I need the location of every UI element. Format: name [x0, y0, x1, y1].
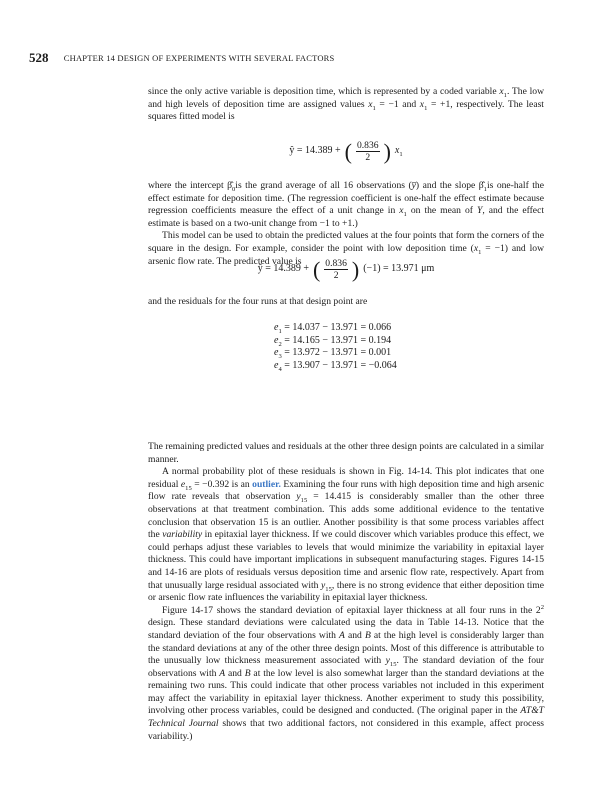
paragraph-intercept-slope: where the intercept $\betâ_0is$ the grand average of all 16 observations (y̅) and the slope $\betâ_1is$ one-half the effect estimate for deposition time. (The regression coefficient is one-half the effect estimate because regression coefficients measure the effect of a unit change in $x_1$ on the mean of Y, and the effect estimate is based on a two-unit change from −1 to +1.) This model can be used to obtain the predicted values at the four points that form the corners of the square in the design. For example, consider the point with low deposition time $(x_1 = -1)$ and low arsenic flow rate. The predicted value is	[148, 180, 544, 267]
paragraph-residuals-intro: and the residuals for the four runs at that design point are	[148, 296, 368, 307]
body-text	[148, 441, 544, 743]
residual-e3: $e_3 = 13.972 - 13.971 = 0.001$	[274, 347, 392, 361]
page-number: 528	[29, 50, 49, 65]
predicted-value-equation: ŷ = 14.389 + ( $\frac{0.836}{2}$ ) (−1) = 13.971 μm	[257, 256, 435, 282]
running-header	[29, 50, 334, 66]
paragraph-model-intro: since the only active variable is deposition time, which is represented by a coded variable $x_1$. The low and high levels of deposition time are assigned values $x_1 = -1$ and $x_1 = +1$, respectively. The least squares fitted model is	[148, 86, 545, 123]
paragraph-std-dev: Figure 14-17 shows the standard deviation of epitaxial layer thickness at all four runs in the $2^2$ design. These standard deviations were calculated using the data in Table 14-13. Notice that the standard deviation of the four observations with A and B at the high level is considerably larger than the standard deviations at any of the other three design points. Most of this difference is attributable to the unusually low thickness measurement associated with $y_{15}$. The standard deviation of the four observations with A and B at the low level is also somewhat larger than the standard deviations at the remaining two runs. This could indicate that other process variables not included in this experiment may affect the variability in epitaxial layer thickness. Another experiment to study this possibility, involving other process variables, could be designed and conducted. (The original paper in the AT&T Technical Journal shows that two additional factors, not considered in this example, affect process variability.)	[148, 603, 544, 742]
paragraph-remaining: The remaining predicted values and residuals at the other three design points are calculated in a similar manner.	[148, 441, 544, 465]
chapter-title: CHAPTER 14 DESIGN OF EXPERIMENTS WITH SEVERAL FACTORS	[63, 53, 335, 63]
fitted-model-equation: ŷ = 14.389 + ( $\frac{0.836}{2}$ ) $x_1$	[289, 138, 403, 164]
residual-e4: $e_4 = 13.907 - 13.971 = -0.064$	[274, 359, 397, 373]
residual-equations	[148, 322, 544, 372]
outlier-term: outlier.	[252, 478, 281, 490]
residual-e1: $e_1 = 14.037 - 13.971 = 0.066$	[274, 322, 392, 335]
paragraph-outlier: A normal probability plot of these residuals is shown in Fig. 14-14. This plot indicates that one residual $e_{15} = -0.392$ is an outlier. Examining the four runs with high deposition time and high arsenic flow rate reveals that observation $y_{15} = 14.415$ is considerably smaller than the other three observations at that treatment combination. This adds some additional evidence to the tentative conclusion that observation 15 is an outlier. Another possibility is that some process variables affect the variability in epitaxial layer thickness. If we could discover which variables produce this effect, we could perhaps adjust these variables to levels that would minimize the variability in epitaxial layer thickness. This could have important implications in subsequent manufacturing stages. Figures 14-15 and 14-16 are plots of residuals versus deposition time and arsenic flow rate, respectively. Apart from that unusually large residual associated with $y_{15}$, there is no strong evidence that either deposition time or arsenic flow rate influences the variability in epitaxial layer thickness.	[148, 466, 545, 604]
residual-e2: $e_2 = 14.165 - 13.971 = 0.194$	[274, 334, 392, 348]
